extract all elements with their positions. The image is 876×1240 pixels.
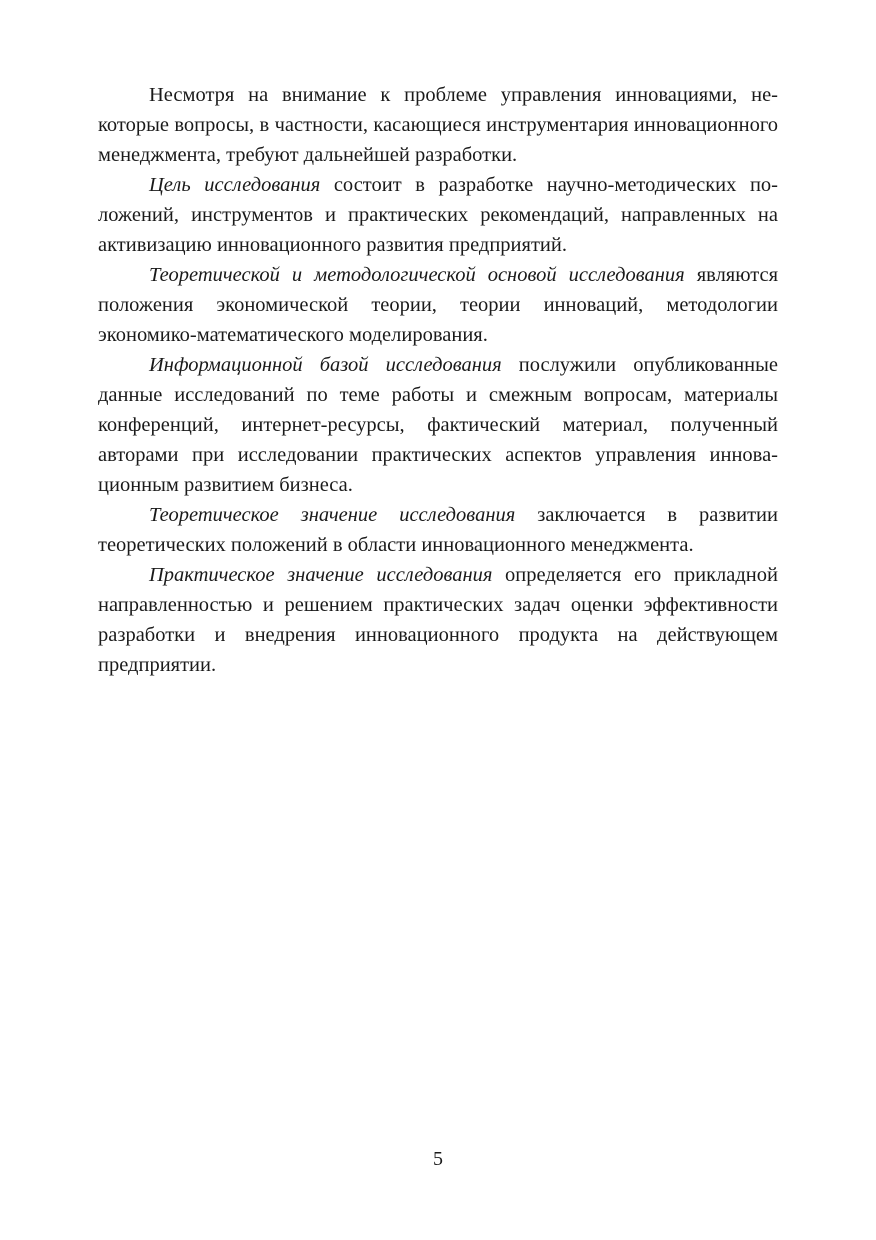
paragraph-information-base — [98, 350, 778, 500]
paragraph-problem-statement — [98, 80, 778, 170]
paragraph-methodological-basis — [98, 260, 778, 350]
paragraph-lead: Теоретическое значение исследования — [149, 504, 516, 526]
paragraph-text: заключается в развитии теоретических положений в области инновационного менеджмента. — [98, 504, 778, 556]
paragraph-text: состоит в разработке научно-методических положений, инструментов и практических рекомендаций, направленных на активизацию инновационного развития предприятий. — [98, 174, 778, 256]
paragraph-text: являются положения экономической теории, теории инноваций, методологии экономико-математического моделирования. — [98, 264, 779, 346]
paragraph-text: послужили опубликованные данные исследований по теме работы и смежным вопросам, материалы конференций, интернет-ресурсы, фактический материал, полученный авторами при исследовании практических аспектов управления инновационным развитием бизнеса. — [98, 354, 779, 496]
paragraph-lead: Практическое значение исследования — [149, 564, 493, 586]
paragraph-text: определяется его прикладной направленностью и решением практических задач оценки эффективности разработки и внедрения инновационного продукта на действующем предприятии. — [98, 564, 778, 676]
paragraph-lead: Цель исследования — [149, 174, 321, 196]
paragraph-research-goal — [98, 170, 778, 260]
paragraph-practical-significance — [98, 560, 778, 680]
paragraph-theoretical-significance — [98, 500, 778, 560]
paragraph-lead: Информационной базой исследования — [149, 354, 502, 376]
page-number: 5 — [433, 1148, 443, 1170]
paragraph-lead: Теоретической и методологической основой исследования — [149, 264, 685, 286]
paragraph-text: Несмотря на внимание к проблеме управления инновациями, некоторые вопросы, в частности, касающиеся инструментария инновационного менеджмента, требуют дальнейшей разработки. — [98, 84, 778, 166]
body-text — [98, 80, 778, 680]
